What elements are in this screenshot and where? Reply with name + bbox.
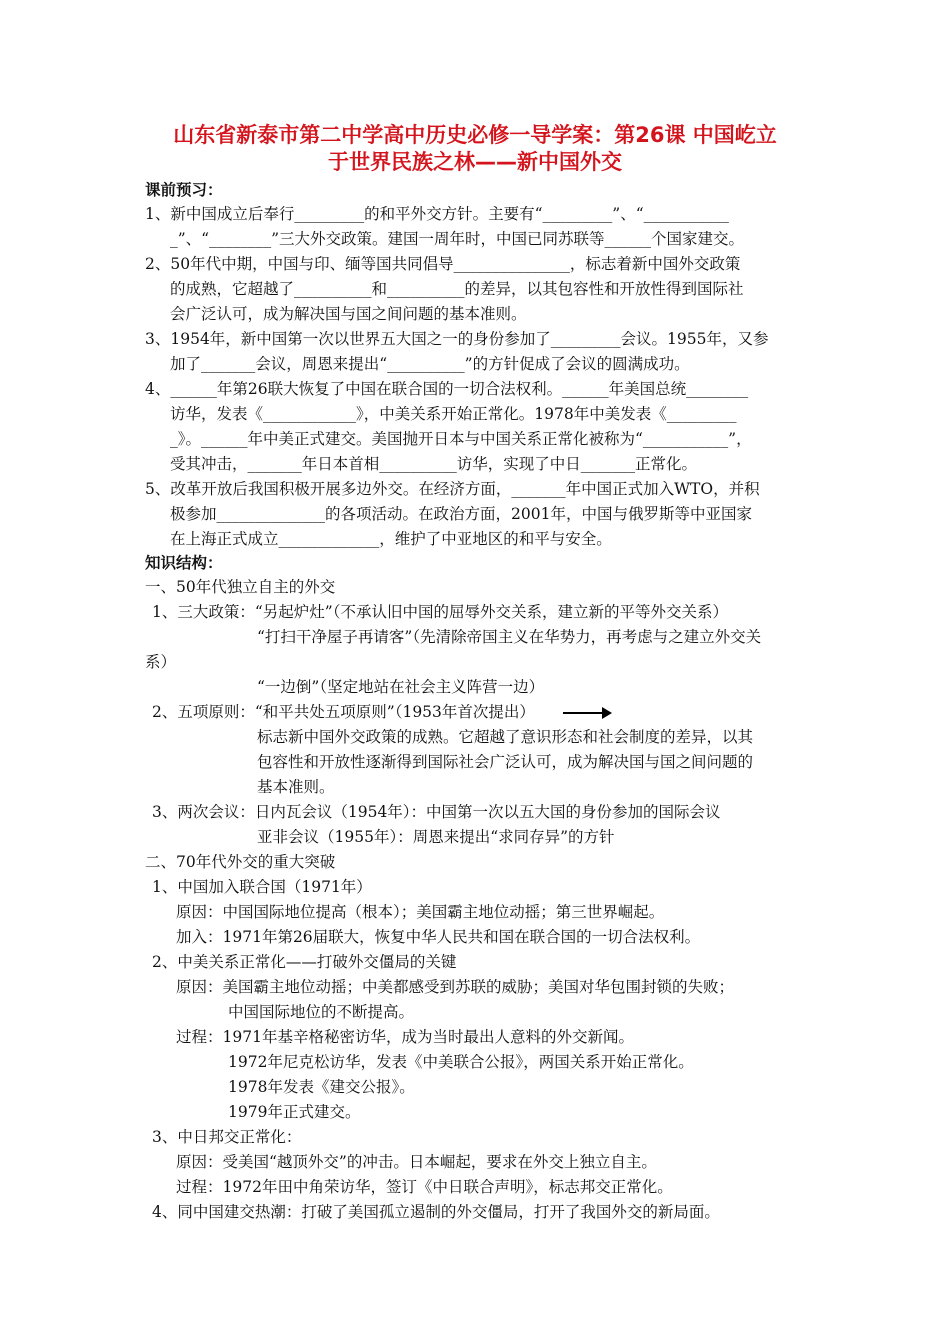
- structure-line: 系）: [145, 653, 177, 671]
- structure-line: 3、两次会议：日内瓦会议（1954年）：中国第一次以五大国的身份参加的国际会议: [152, 803, 721, 821]
- preview-line: 3、1954年，新中国第一次以世界五大国之一的身份参加了_________会议。1955年，又参: [145, 330, 769, 348]
- structure-heading: 知识结构：: [145, 554, 223, 572]
- preview-line: 2、50年代中期，中国与印、缅等国共同倡导_______________，标志着新中国外交政策: [145, 255, 741, 273]
- structure-line: 原因：受美国“越顶外交”的冲击。日本崛起，要求在外交上独立自主。: [176, 1153, 657, 1171]
- structure-line: 加入：1971年第26届联大，恢复中华人民共和国在联合国的一切合法权利。: [176, 928, 701, 946]
- preview-line: 访华，发表《____________》，中美关系开始正常化。1978年中美发表《_________: [170, 405, 737, 423]
- preview-line: _》。______年中美正式建交。美国抛开日本与中国关系正常化被称为“___________”，: [170, 430, 752, 448]
- preview-line: 极参加______________的各项活动。在政治方面，2001年，中国与俄罗斯等中亚国家: [170, 505, 752, 523]
- document-title-line-1: 山东省新泰市第二中学高中历史必修一导学案：第26课 中国屹立: [173, 123, 777, 147]
- structure-line: 4、同中国建交热潮：打破了美国孤立遏制的外交僵局，打开了我国外交的新局面。: [152, 1203, 720, 1221]
- preview-line: 的成熟，它超越了__________和__________的差异，以其包容性和开放性得到国际社: [170, 280, 744, 298]
- structure-line: “一边倒”（坚定地站在社会主义阵营一边）: [257, 678, 545, 696]
- structure-line: 原因：中国国际地位提高（根本）；美国霸主地位动摇；第三世界崛起。: [176, 903, 665, 921]
- document-title-line-2: 于世界民族之林——新中国外交: [328, 150, 622, 174]
- preview-line: 加了_______会议，周恩来提出“__________”的方针促成了会议的圆满成功。: [170, 355, 690, 373]
- structure-line: 原因：美国霸主地位动摇；中美都感受到苏联的威胁；美国对华包围封锁的失败；: [176, 978, 735, 996]
- structure-line: 1979年正式建交。: [228, 1103, 361, 1121]
- structure-line: “打扫干净屋子再请客”（先清除帝国主义在华势力，再考虑与之建立外交关: [257, 628, 762, 646]
- structure-line: 过程：1972年田中角荣访华，签订《中日联合声明》，标志邦交正常化。: [176, 1178, 673, 1196]
- preview-line: _”、“________”三大外交政策。建国一周年时，中国已同苏联等______个国家建交。: [170, 230, 745, 248]
- structure-line: 包容性和开放性逐渐得到国际社会广泛认可，成为解决国与国之间问题的: [257, 753, 754, 771]
- structure-line: 1、三大政策：“另起炉灶”（不承认旧中国的屈辱外交关系，建立新的平等外交关系）: [152, 603, 728, 621]
- preview-line: 1、新中国成立后奉行_________的和平外交方针。主要有“_________”、“___________: [145, 205, 729, 223]
- structure-line: 2、五项原则：“和平共处五项原则”（1953年首次提出）: [152, 703, 535, 721]
- structure-line: 1972年尼克松访华，发表《中美联合公报》，两国关系开始正常化。: [228, 1053, 694, 1071]
- structure-line: 1、中国加入联合国（1971年）: [152, 878, 372, 896]
- preview-line: 会广泛认可，成为解决国与国之间问题的基本准则。: [170, 305, 527, 323]
- structure-line: 中国国际地位的不断提高。: [228, 1003, 415, 1021]
- structure-section-1: 一、50年代独立自主的外交: [145, 578, 336, 596]
- structure-section-2: 二、70年代外交的重大突破: [145, 853, 336, 871]
- arrow-icon: [563, 712, 610, 714]
- structure-line: 3、中日邦交正常化：: [152, 1128, 302, 1146]
- preview-heading: 课前预习：: [145, 181, 223, 199]
- preview-line: 4、______年第26联大恢复了中国在联合国的一切合法权利。______年美国总统________: [145, 380, 749, 398]
- preview-line: 受其冲击，_______年日本首相__________访华，实现了中日_______正常化。: [170, 455, 698, 473]
- structure-line: 过程：1971年基辛格秘密访华，成为当时最出人意料的外交新闻。: [176, 1028, 634, 1046]
- structure-line: 1978年发表《建交公报》。: [228, 1078, 415, 1096]
- structure-line: 标志新中国外交政策的成熟。它超越了意识形态和社会制度的差异，以其: [257, 728, 754, 746]
- structure-line: 基本准则。: [257, 778, 335, 796]
- preview-line: 在上海正式成立_____________，维护了中亚地区的和平与安全。: [170, 530, 612, 548]
- structure-line: 亚非会议（1955年）：周恩来提出“求同存异”的方针: [257, 828, 615, 846]
- preview-line: 5、改革开放后我国积极开展多边外交。在经济方面，_______年中国正式加入WTO，并积: [145, 480, 760, 498]
- structure-line: 2、中美关系正常化——打破外交僵局的关键: [152, 953, 457, 971]
